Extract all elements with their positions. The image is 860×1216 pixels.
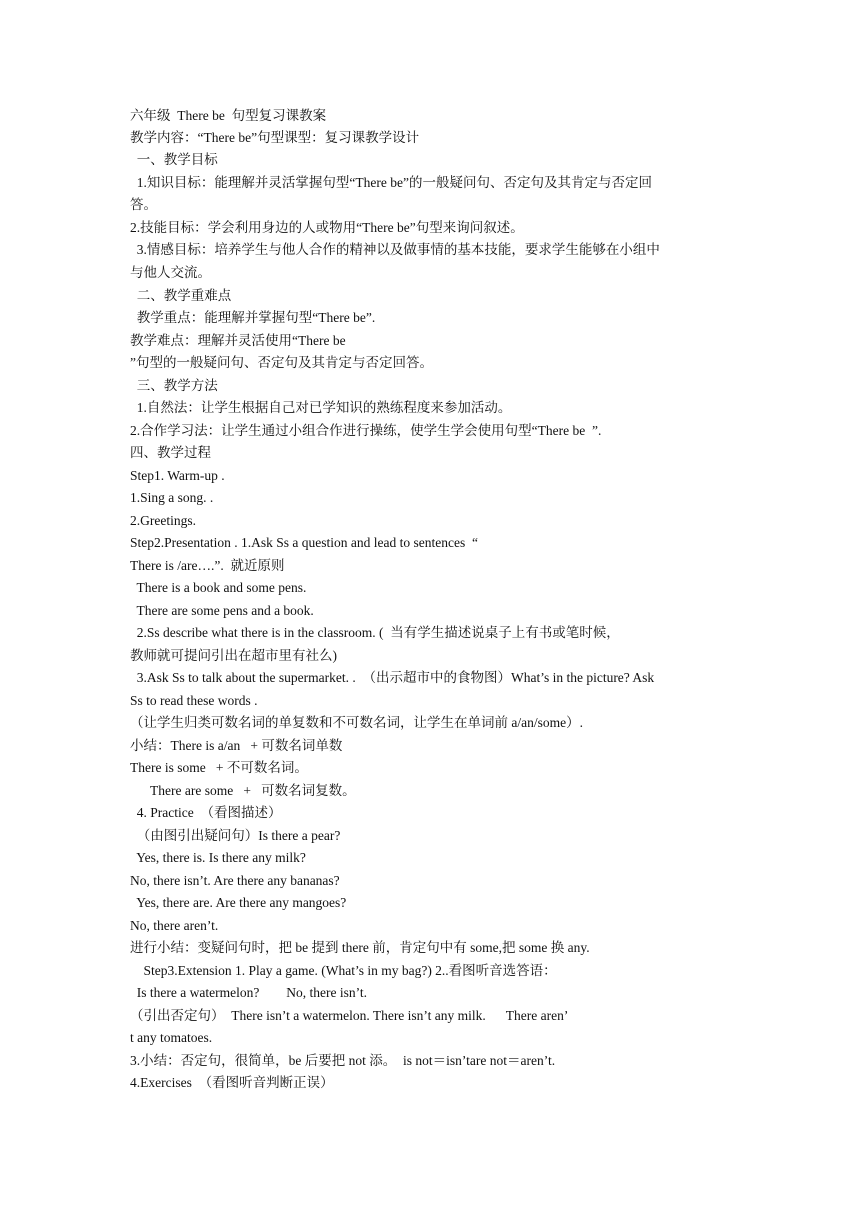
- doc-line: 答。: [130, 197, 157, 212]
- doc-line: t any tomatoes.: [130, 1030, 213, 1045]
- doc-title: 六年级 There be 句型复习课教案: [130, 108, 327, 123]
- doc-line: （引出否定句） There isn’t a watermelon. There isn’t any milk. There aren’: [130, 1008, 569, 1023]
- doc-line: 2.合作学习法：让学生通过小组合作进行操练，使学生学会使用句型“There be ”.: [130, 423, 602, 438]
- doc-line: 4. Practice （看图描述）: [130, 805, 282, 820]
- doc-line: 进行小结：变疑问句时，把 be 提到 there 前，肯定句中有 some,把 some 换 any.: [130, 940, 590, 955]
- doc-line: 4.Exercises （看图听音判断正误）: [130, 1075, 334, 1090]
- doc-line: Is there a watermelon? No, there isn’t.: [130, 985, 368, 1000]
- section-heading: 二、教学重难点: [130, 288, 232, 303]
- doc-line: No, there aren’t.: [130, 918, 219, 933]
- doc-line: There are some + 可数名词复数。: [130, 783, 356, 798]
- doc-line: 3.Ask Ss to talk about the supermarket. . （出示超市中的食物图）What’s in the picture? Ask: [130, 670, 655, 685]
- section-heading: 三、教学方法: [130, 378, 218, 393]
- doc-line: There is /are….”. 就近原则: [130, 558, 285, 573]
- doc-line: 与他人交流。: [130, 265, 211, 280]
- doc-line: No, there isn’t. Are there any bananas?: [130, 873, 340, 888]
- section-heading: 一、教学目标: [130, 152, 218, 167]
- doc-line: ”句型的一般疑问句、否定句及其肯定与否定回答。: [130, 355, 433, 370]
- doc-line: There is some + 不可数名词。: [130, 760, 308, 775]
- doc-line: There are some pens and a book.: [130, 603, 314, 618]
- doc-line: 3.情感目标：培养学生与他人合作的精神以及做事情的基本技能，要求学生能够在小组中: [130, 242, 660, 257]
- doc-line: Ss to read these words .: [130, 693, 258, 708]
- doc-line: （由图引出疑问句）Is there a pear?: [130, 828, 341, 843]
- doc-line: Yes, there are. Are there any mangoes?: [130, 895, 347, 910]
- doc-line: 教师就可提问引出在超市里有社么): [130, 648, 337, 663]
- doc-line: Yes, there is. Is there any milk?: [130, 850, 306, 865]
- doc-line: There is a book and some pens.: [130, 580, 307, 595]
- doc-line: Step2.Presentation . 1.Ask Ss a question and lead to sentences “: [130, 535, 478, 550]
- doc-line: （让学生归类可数名词的单复数和不可数名词，让学生在单词前 a/an/some）.: [130, 715, 583, 730]
- doc-line: 3.小结：否定句，很简单，be 后要把 not 添。 is not＝isn’tare not＝aren’t.: [130, 1053, 556, 1068]
- doc-line: 小结：There is a/an + 可数名词单数: [130, 738, 343, 753]
- doc-line: 教学难点：理解并灵活使用“There be: [130, 333, 346, 348]
- doc-line: 1.知识目标：能理解并灵活掌握句型“There be”的一般疑问句、否定句及其肯定与否定回: [130, 175, 652, 190]
- doc-line: 2.Greetings.: [130, 513, 196, 528]
- doc-line: 教学重点：能理解并掌握句型“There be”.: [130, 310, 376, 325]
- doc-line: 1.自然法：让学生根据自己对已学知识的熟练程度来参加活动。: [130, 400, 512, 415]
- doc-line: 1.Sing a song. .: [130, 490, 214, 505]
- doc-line: 2.Ss describe what there is in the classroom. ( 当有学生描述说桌子上有书或笔时候，: [130, 625, 620, 640]
- doc-line: 2.技能目标：学会利用身边的人或物用“There be”句型来询问叙述。: [130, 220, 524, 235]
- doc-line: 教学内容：“There be”句型课型：复习课教学设计: [130, 130, 420, 145]
- section-heading: 四、教学过程: [130, 445, 211, 460]
- doc-line: Step3.Extension 1. Play a game. (What’s in my bag?) 2..看图听音选答语：: [130, 963, 557, 978]
- doc-line: Step1. Warm-up .: [130, 468, 225, 483]
